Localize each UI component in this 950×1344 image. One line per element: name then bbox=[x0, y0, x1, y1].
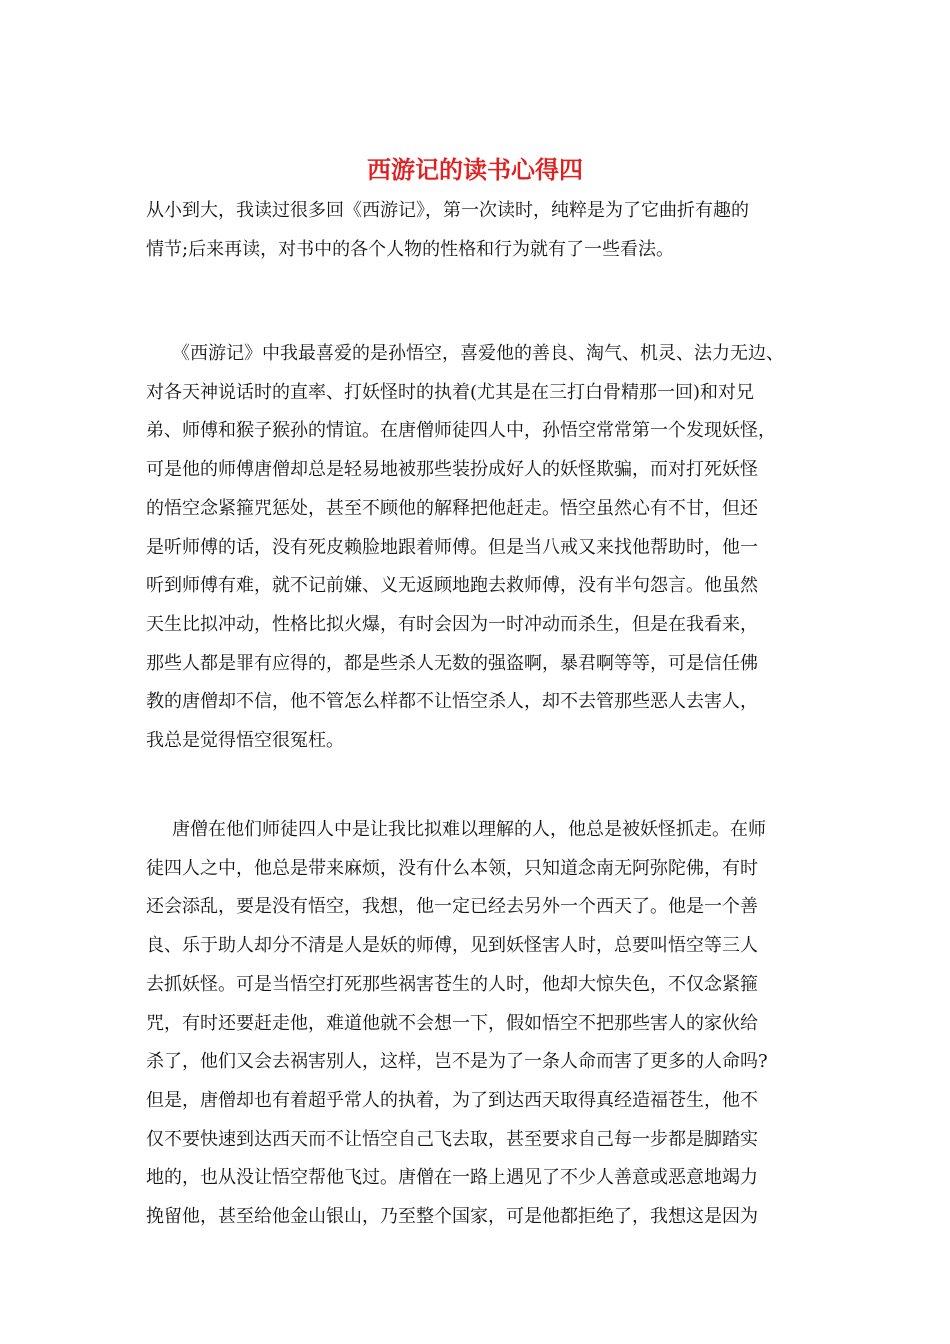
paragraph-line: 地的，也从没让悟空帮他飞过。唐僧在一路上遇见了不少人善意或恶意地竭力 bbox=[146, 1167, 758, 1189]
paragraph-line: 可是他的师傅唐僧却总是轻易地被那些装扮成好人的妖怪欺骗，而对打死妖怪 bbox=[146, 459, 758, 481]
paragraph-line: 还会添乱，要是没有悟空，我想，他一定已经去另外一个西天了。他是一个善 bbox=[146, 896, 758, 918]
paragraph-line: 良、乐于助人却分不清是人是妖的师傅，见到妖怪害人时，总要叫悟空等三人 bbox=[146, 935, 758, 957]
paragraph-line: 的悟空念紧箍咒惩处，甚至不顾他的解释把他赶走。悟空虽然心有不甘，但还 bbox=[146, 497, 758, 519]
paragraph-1 bbox=[146, 192, 826, 269]
paragraph-line: 去抓妖怪。可是当悟空打死那些祸害苍生的人时，他却大惊失色，不仅念紧箍 bbox=[146, 973, 758, 995]
paragraph-line: 咒，有时还要赶走他，难道他就不会想一下，假如悟空不把那些害人的家伙给 bbox=[146, 1012, 758, 1034]
paragraph-line: 我总是觉得悟空很冤枉。 bbox=[146, 730, 344, 752]
paragraph-line: 《西游记》中我最喜爱的是孙悟空，喜爱他的善良、淘气、机灵、法力无边、 bbox=[172, 343, 784, 364]
paragraph-line: 弟、师傅和猴子猴孙的情谊。在唐僧师徒四人中，孙悟空常常第一个发现妖怪， bbox=[146, 420, 776, 442]
paragraph-line: 教的唐僧却不信，他不管怎么样都不让悟空杀人，却不去管那些恶人去害人， bbox=[146, 691, 758, 713]
paragraph-line: 但是，唐僧却也有着超乎常人的执着，为了到达西天取得真经造福苍生，他不 bbox=[146, 1089, 758, 1111]
paragraph-line: 唐僧在他们师徒四人中是让我比拟难以理解的人，他总是被妖怪抓走。在师 bbox=[172, 819, 766, 840]
paragraph-line: 杀了，他们又会去祸害别人，这样，岂不是为了一条人命而害了更多的人命吗? bbox=[146, 1051, 768, 1073]
paragraph-line: 从小到大，我读过很多回《西游记》，第一次读时，纯粹是为了它曲折有趣的 bbox=[146, 200, 749, 221]
paragraph-line: 仅不要快速到达西天而不让悟空自己飞去取，甚至要求自己每一步都是脚踏实 bbox=[146, 1128, 758, 1150]
document-title: 西游记的读书心得四 bbox=[367, 155, 583, 184]
paragraph-line: 那些人都是罪有应得的，都是些杀人无数的强盗啊，暴君啊等等，可是信任佛 bbox=[146, 652, 758, 674]
paragraph-line: 听到师傅有难，就不记前嫌、义无返顾地跑去救师傅，没有半句怨言。他虽然 bbox=[146, 575, 758, 597]
paragraph-line: 情节;后来再读，对书中的各个人物的性格和行为就有了一些看法。 bbox=[146, 238, 675, 260]
paragraph-line: 挽留他，甚至给他金山银山，乃至整个国家，可是他都拒绝了，我想这是因为 bbox=[146, 1206, 758, 1228]
paragraph-2 bbox=[146, 335, 826, 761]
paragraph-line: 对各天神说话时的直率、打妖怪时的执着(尤其是在三打白骨精那一回)和对兄 bbox=[146, 381, 755, 403]
paragraph-line: 天生比拟冲动，性格比拟火爆，有时会因为一时冲动而杀生，但是在我看来， bbox=[146, 613, 758, 635]
paragraph-line: 是听师傅的话，没有死皮赖脸地跟着师傅。但是当八戒又来找他帮助时，他一 bbox=[146, 536, 758, 558]
paragraph-3 bbox=[146, 811, 826, 1237]
paragraph-line: 徒四人之中，他总是带来麻烦，没有什么本领，只知道念南无阿弥陀佛，有时 bbox=[146, 857, 758, 879]
